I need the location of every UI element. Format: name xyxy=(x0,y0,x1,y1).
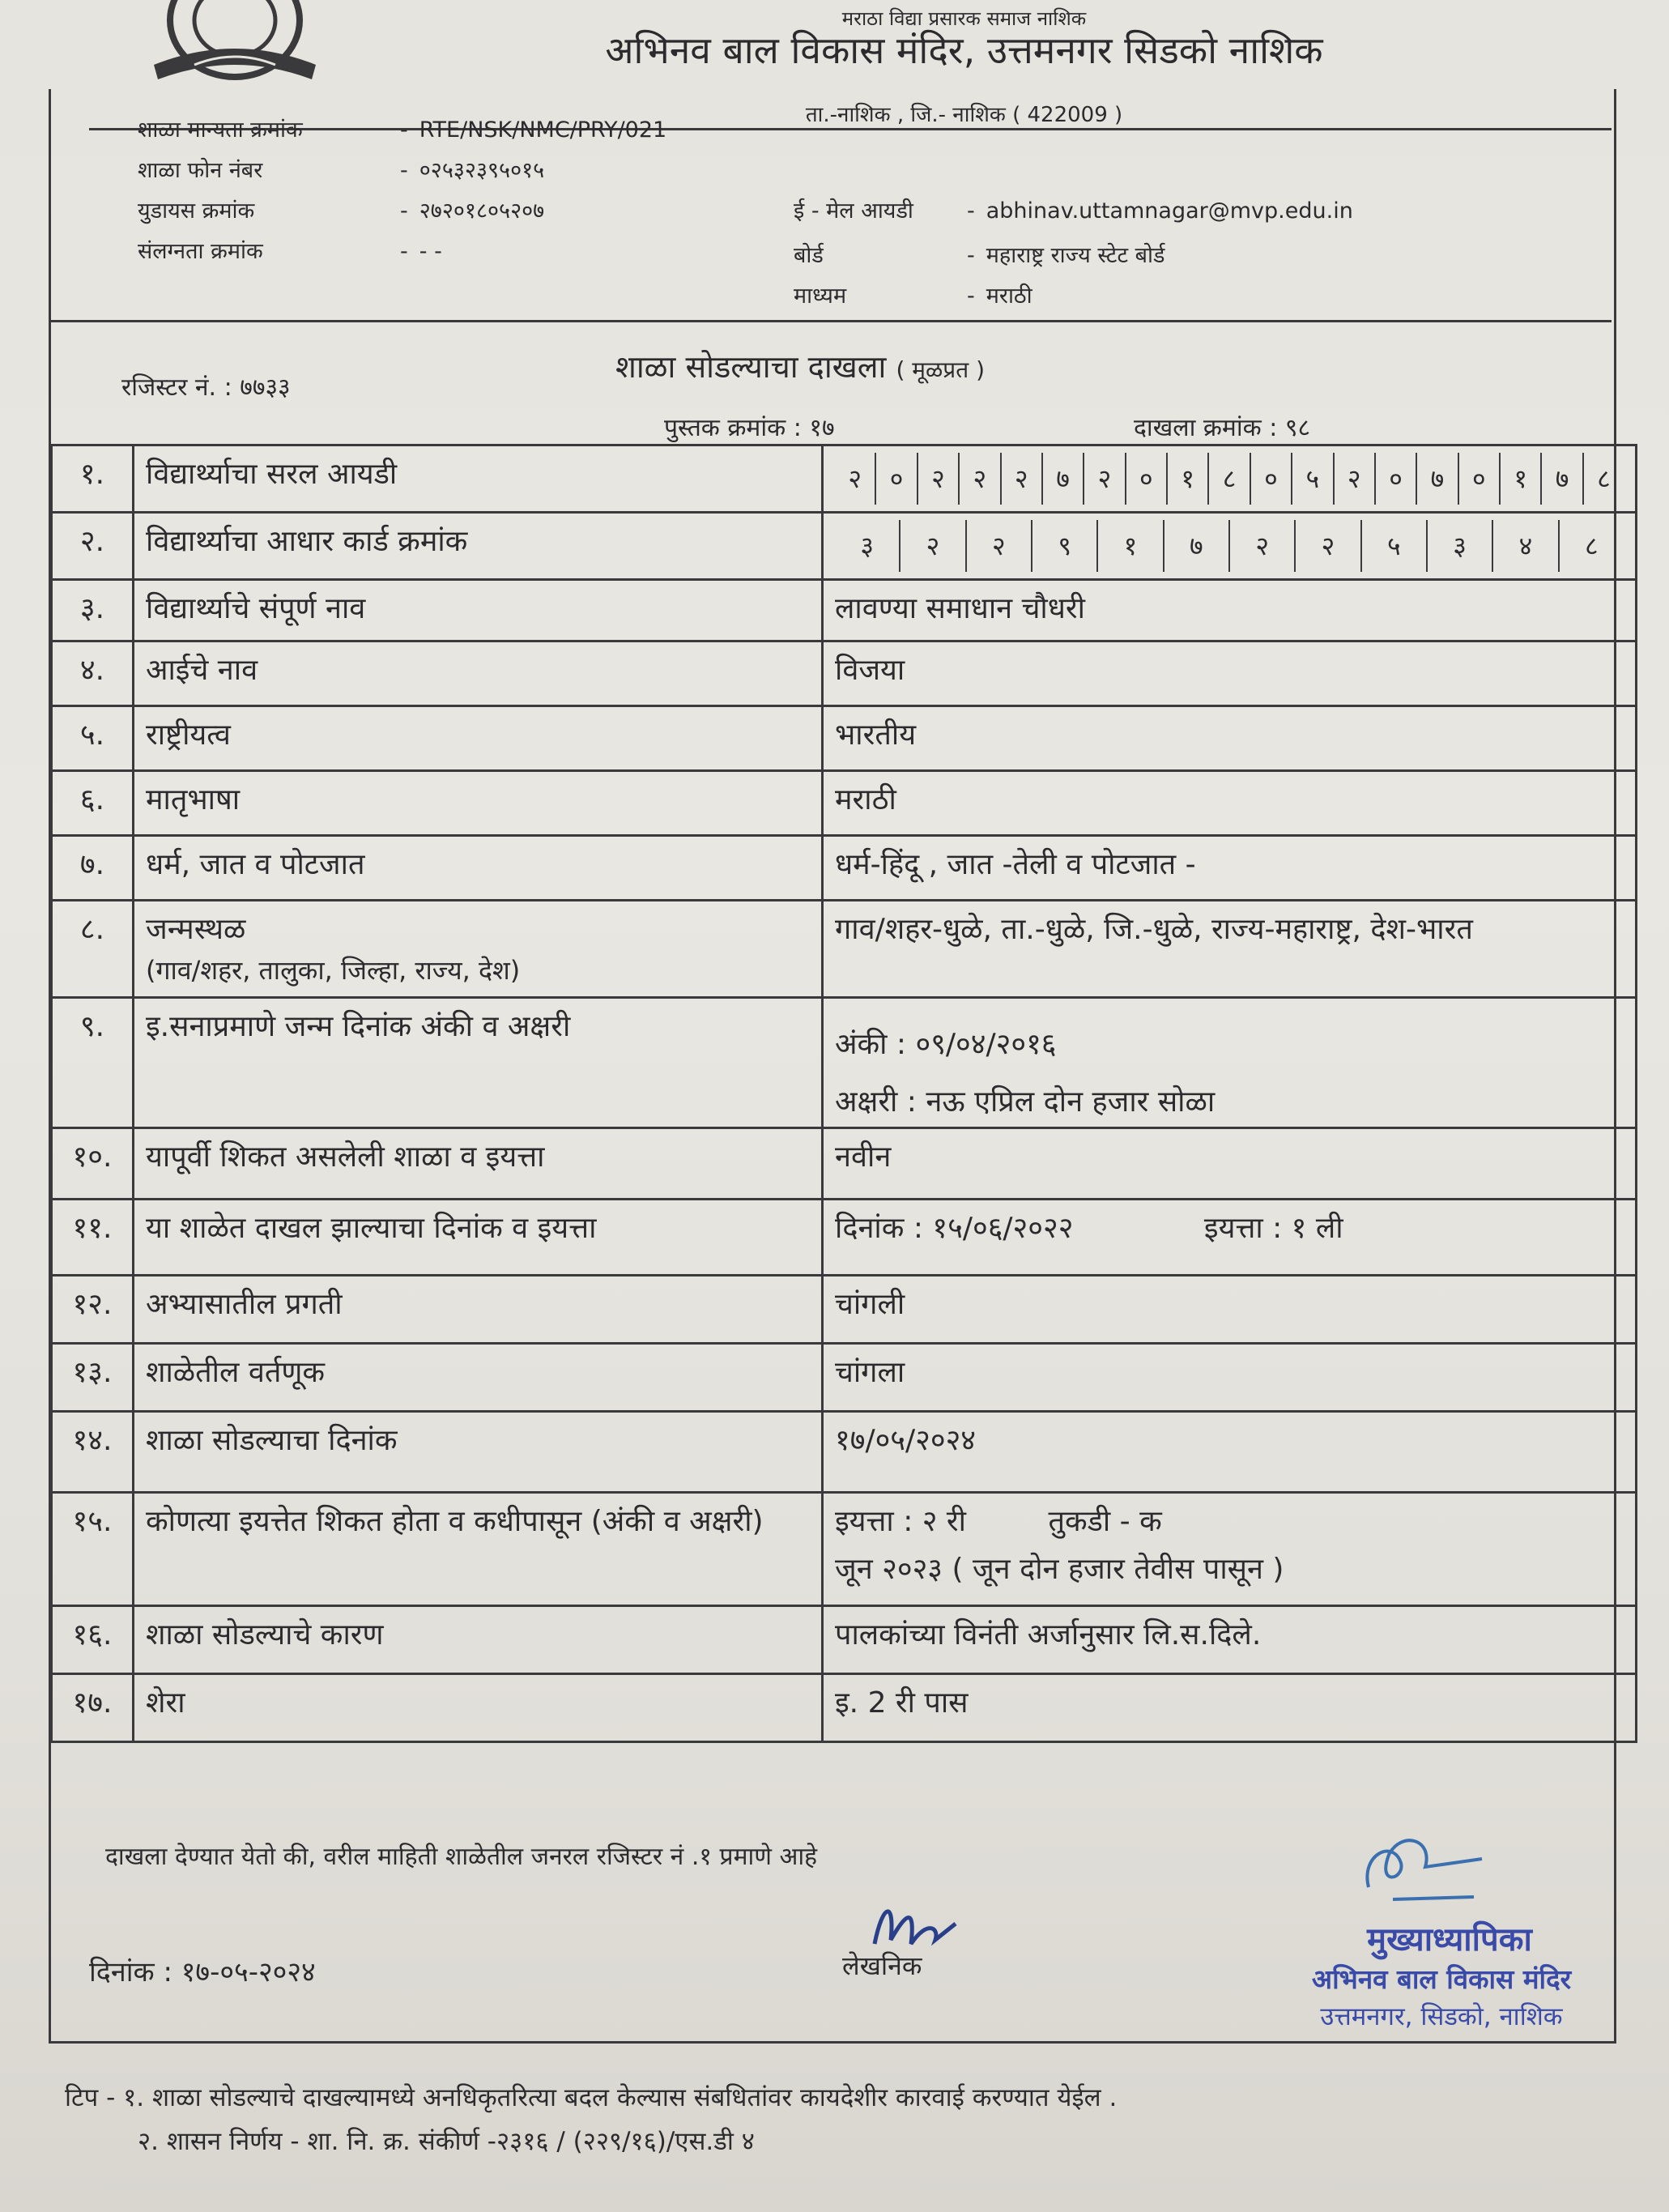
aadhaar-cell xyxy=(823,513,1637,580)
info-email: ई - मेल आयडी - abhinav.uttamnagar@mvp.edu.in xyxy=(794,198,1353,224)
info-board: बोर्ड - महाराष्ट्र राज्य स्टेट बोर्ड xyxy=(794,243,1165,268)
row-number: १३. xyxy=(52,1344,134,1412)
stamp-line-school: अभिनव बाल विकास मंदिर xyxy=(1311,1963,1572,1995)
digit-box: २ xyxy=(917,453,958,505)
school-address: ता.-नाशिक , जि.- नाशिक ( 422009 ) xyxy=(805,103,1123,127)
table-row xyxy=(52,1276,1637,1344)
row-label: आईचे नाव xyxy=(134,641,823,706)
row-label: शाळा सोडल्याचा दिनांक xyxy=(134,1412,823,1493)
row-value: विजया xyxy=(823,641,1637,706)
digit-box: ० xyxy=(1125,453,1166,505)
info-phone: शाळा फोन नंबर - ०२५३२३९५०१५ xyxy=(138,158,545,183)
row-number: १७. xyxy=(52,1674,134,1742)
row-number: ३. xyxy=(52,580,134,641)
row-label: शेरा xyxy=(134,1674,823,1742)
digit-box: १ xyxy=(1166,453,1207,505)
row-number: ६. xyxy=(52,771,134,836)
row-value: पालकांच्या विनंती अर्जानुसार लि.स.दिले. xyxy=(823,1606,1637,1674)
society-name: मराठा विद्या प्रसारक समाज नाशिक xyxy=(841,7,1087,30)
digit-box: ७ xyxy=(1041,453,1083,505)
digit-box: २ xyxy=(899,520,964,572)
aadhaar-digits xyxy=(835,520,1624,572)
digit-box: ५ xyxy=(1360,520,1426,572)
digit-box: १ xyxy=(1096,520,1162,572)
digit-box: २ xyxy=(1333,453,1374,505)
row-number: ७. xyxy=(52,836,134,901)
digit-box: २ xyxy=(1228,520,1294,572)
row-value: इ. 2 री पास xyxy=(823,1674,1637,1742)
digit-box: ३ xyxy=(1426,520,1492,572)
digit-box: ० xyxy=(1374,453,1416,505)
certificate-table xyxy=(50,444,1637,1743)
row-label: शाळा सोडल्याचे कारण xyxy=(134,1606,823,1674)
digit-box: ० xyxy=(875,453,916,505)
school-name: अभिनव बाल विकास मंदिर, उत्तमनगर सिडको नाशिक xyxy=(605,28,1323,72)
table-row xyxy=(52,706,1637,771)
register-number: रजिस्टर नं. : ७७३३ xyxy=(121,373,291,402)
digit-box: ८ xyxy=(1207,453,1249,505)
row-label: विद्यार्थ्याचे संपूर्ण नाव xyxy=(134,580,823,641)
note-line-2: २. शासन निर्णय - शा. नि. क्र. संकीर्ण -२३१६ / (२२९/१६)/एस.डी ४ xyxy=(138,2127,755,2156)
digit-box: ७ xyxy=(1540,453,1582,505)
row-value: चांगला xyxy=(823,1344,1637,1412)
row-number: १६. xyxy=(52,1606,134,1674)
birthplace-sublabel: (गाव/शहर, तालुका, जिल्हा, राज्य, देश) xyxy=(146,955,521,986)
digit-box: ९ xyxy=(1031,520,1096,572)
table-row xyxy=(52,836,1637,901)
row-number: १२. xyxy=(52,1276,134,1344)
table-row xyxy=(52,1200,1637,1276)
stamp-line-address: उत्तमनगर, सिडको, नाशिक xyxy=(1320,2002,1563,2031)
row-value: लावण्या समाधान चौधरी xyxy=(823,580,1637,641)
certificate-title: शाळा सोडल्याचा दाखला ( मूळप्रत ) xyxy=(615,349,986,385)
row-number: २. xyxy=(52,513,134,580)
leaving-division: तुकडी - क xyxy=(1048,1505,1162,1538)
row-label: कोणत्या इयत्तेत शिकत होता व कधीपासून (अंकी व अक्षरी) xyxy=(134,1493,823,1606)
leaving-standard: इयत्ता : २ री xyxy=(835,1505,966,1538)
row-number: ४. xyxy=(52,641,134,706)
digit-box: २ xyxy=(1000,453,1041,505)
row-number: १४. xyxy=(52,1412,134,1493)
table-row xyxy=(52,445,1637,513)
digit-box: ३ xyxy=(860,531,874,561)
row-number: १५. xyxy=(52,1493,134,1606)
row-value: धर्म-हिंदू , जात -तेली व पोटजात - xyxy=(823,836,1637,901)
digit-box: ० xyxy=(1250,453,1291,505)
table-row xyxy=(52,771,1637,836)
headmistress-signature-icon xyxy=(1344,1822,1506,1912)
row-value xyxy=(823,1200,1637,1276)
row-label: विद्यार्थ्याचा आधार कार्ड क्रमांक xyxy=(134,513,823,580)
info-divider xyxy=(49,320,1612,322)
table-row xyxy=(52,1606,1637,1674)
row-number: ९. xyxy=(52,998,134,1128)
row-number: ११. xyxy=(52,1200,134,1276)
row-label: शाळेतील वर्तणूक xyxy=(134,1344,823,1412)
digit-box: ४ xyxy=(1492,520,1557,572)
row-label: अभ्यासातील प्रगती xyxy=(134,1276,823,1344)
row-label: राष्ट्रीयत्व xyxy=(134,706,823,771)
dob-words: अक्षरी : नऊ एप्रिल दोन हजार सोळा xyxy=(835,1085,1216,1119)
info-recognition: शाळा मान्यता क्रमांक - RTE/NSK/NMC/PRY/021 xyxy=(138,117,667,143)
row-value: चांगली xyxy=(823,1276,1637,1344)
digit-box: ८ xyxy=(1558,520,1624,572)
row-label xyxy=(134,901,823,998)
table-row xyxy=(52,513,1637,580)
issue-date: दिनांक : १७-०५-२०२४ xyxy=(89,1956,316,1988)
row-value: गाव/शहर-धुळे, ता.-धुळे, जि.-धुळे, राज्य-महाराष्ट्र, देश-भारत xyxy=(823,901,1637,998)
row-number: १०. xyxy=(52,1128,134,1200)
table-row xyxy=(52,1128,1637,1200)
declaration-text: दाखला देण्यात येतो की, वरील माहिती शाळेतील जनरल रजिस्टर नं .१ प्रमाणे आहे xyxy=(105,1843,818,1871)
admission-standard: इयत्ता : १ ली xyxy=(1203,1212,1343,1245)
table-row xyxy=(52,641,1637,706)
leaving-since: जून २०२३ ( जून दोन हजार तेवीस पासून ) xyxy=(835,1553,1284,1586)
admission-date: दिनांक : १५/०६/२०२२ xyxy=(835,1212,1074,1245)
book-number: पुस्तक क्रमांक : १७ xyxy=(664,414,835,442)
row-value xyxy=(823,998,1637,1128)
row-number: ८. xyxy=(52,901,134,998)
saral-id-digits xyxy=(835,453,1624,505)
table-row xyxy=(52,1674,1637,1742)
table-row xyxy=(52,1412,1637,1493)
row-number: १. xyxy=(52,445,134,513)
row-value: नवीन xyxy=(823,1128,1637,1200)
info-medium: माध्यम - मराठी xyxy=(794,283,1032,309)
row-label: या शाळेत दाखल झाल्याचा दिनांक व इयत्ता xyxy=(134,1200,823,1276)
digit-box: २ xyxy=(1083,453,1124,505)
table-row xyxy=(52,901,1637,998)
certificate-number: दाखला क्रमांक : ९८ xyxy=(1134,414,1311,442)
digit-box: २ xyxy=(965,520,1031,572)
digit-box: १ xyxy=(1499,453,1540,505)
digit-box: २ xyxy=(848,463,862,494)
saral-id-cell xyxy=(823,445,1637,513)
table-row xyxy=(52,580,1637,641)
table-row xyxy=(52,1344,1637,1412)
info-udise: युडायस क्रमांक - २७२०१८०५२०७ xyxy=(138,198,545,224)
digit-box: २ xyxy=(958,453,999,505)
info-affiliation: संलग्नता क्रमांक - - - xyxy=(138,239,442,264)
table-row xyxy=(52,998,1637,1128)
row-label: मातृभाषा xyxy=(134,771,823,836)
table-row xyxy=(52,1493,1637,1606)
digit-box: ० xyxy=(1458,453,1499,505)
digit-box: ७ xyxy=(1163,520,1228,572)
row-value: मराठी xyxy=(823,771,1637,836)
note-line-1: टिप - १. शाळा सोडल्याचे दाखल्यामध्ये अनधिकृतरित्या बदल केल्यास संबधितांवर कायदेशीर कारवाई करण्यात येईल . xyxy=(65,2083,1118,2112)
digit-box: ८ xyxy=(1582,453,1624,505)
row-value: भारतीय xyxy=(823,706,1637,771)
dob-digits: अंकी : ०९/०४/२०१६ xyxy=(835,1028,1057,1061)
row-label: यापूर्वी शिकत असलेली शाळा व इयत्ता xyxy=(134,1128,823,1200)
row-label: इ.सनाप्रमाणे जन्म दिनांक अंकी व अक्षरी xyxy=(134,998,823,1128)
digit-box: ५ xyxy=(1291,453,1332,505)
headmistress-label: मुख्याध्यापिका xyxy=(1367,1921,1532,1958)
row-value xyxy=(823,1493,1637,1606)
row-number: ५. xyxy=(52,706,134,771)
birthplace-label: जन्मस्थळ xyxy=(146,913,246,946)
row-value: १७/०५/२०२४ xyxy=(823,1412,1637,1493)
digit-box: २ xyxy=(1294,520,1360,572)
row-label: विद्यार्थ्याचा सरल आयडी xyxy=(134,445,823,513)
clerk-label: लेखनिक xyxy=(842,1950,922,1981)
row-label: धर्म, जात व पोटजात xyxy=(134,836,823,901)
digit-box: ७ xyxy=(1416,453,1457,505)
